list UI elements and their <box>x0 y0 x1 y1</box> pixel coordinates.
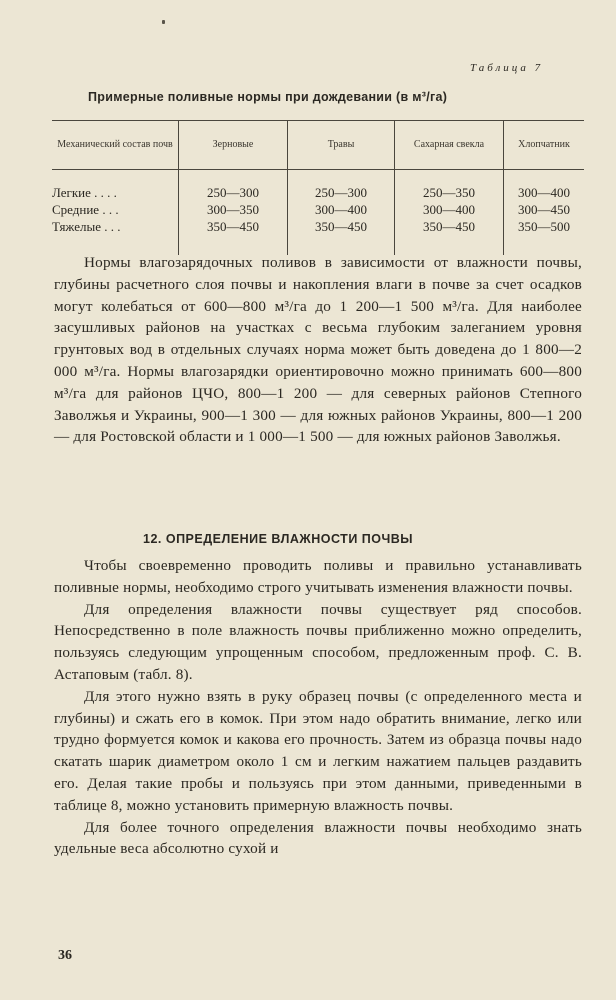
table-title: Примерные поливные нормы при дождевании (в м³/га) <box>88 90 448 104</box>
irrigation-norms-table <box>52 120 584 255</box>
header-soil-type: Механический состав почв <box>52 121 179 170</box>
ink-dot <box>162 20 165 24</box>
table-cell: 350—450 <box>288 218 395 255</box>
table-row <box>52 201 584 218</box>
table-cell: 250—300 <box>288 170 395 202</box>
page-number: 36 <box>58 948 72 963</box>
table-cell: Тяжелые . . . <box>52 219 121 234</box>
header-sugar-beet: Сахарная свекла <box>395 121 504 170</box>
header-grass: Травы <box>288 121 395 170</box>
table-cell: 350—500 <box>504 218 585 255</box>
paragraph: Для более точного определения влажности почвы необходимо знать удельные веса абсолютно сухой и <box>54 818 582 858</box>
table-row <box>52 218 584 255</box>
section-body <box>54 555 582 860</box>
table-cell: 350—450 <box>395 218 504 255</box>
paragraph: Нормы влагозарядочных поливов в зависимости от влажности почвы, глубины расчетного слоя почвы и накопления влаги в почве за счет осадков могут колебаться от 600—800 м³/га до 1 200—1 500 м³/га. Для наиболее засушливых районов на участках с весьма глубоким залеганием уровня грунтовых вод в отдельных случаях норма может быть доведена до 1 800—2 000 м³/га. Нормы влагозарядки ориентировочно можно принимать 600—800 м³/га для районов ЦЧО, 800—1 200 — для северных районов Степного Заволжья и Украины, 900—1 300 — для южных районов Украины, 800—1 200 — для Ростовской области и 1 000—1 500 — для южных районов Заволжья. <box>54 254 582 446</box>
table-cell: 250—350 <box>395 170 504 202</box>
table-header-row <box>52 121 584 170</box>
table-cell: 300—400 <box>288 201 395 218</box>
header-cotton: Хлопчатник <box>504 121 585 170</box>
table-cell: Легкие . . . . <box>52 185 117 200</box>
table-row <box>52 170 584 202</box>
table-cell: 250—300 <box>179 170 288 202</box>
paragraph: Для этого нужно взять в руку образец почвы (с определенного места и глубины) и сжать его в комок. При этом надо обратить внимание, легко или трудно формуется комок и какова его прочность. Затем из образца почвы надо скатать шарик диаметром около 1 см и легким нажатием пальцев раздавить его. Делая такие пробы и пользуясь при этом данными, приведенными в таблице 8, можно установить примерную влажность почвы. <box>54 687 582 814</box>
paragraph: Для определения влажности почвы существует ряд способов. Непосредственно в поле влажность почвы приближенно можно определить, пользуясь следующим упрощенным способом, предложенным проф. С. В. Астаповым (табл. 8). <box>54 600 582 683</box>
paragraph-irrigation-norms <box>54 252 582 448</box>
table-cell: 300—400 <box>395 201 504 218</box>
paragraph: Чтобы своевременно проводить поливы и правильно устанавливать поливные нормы, необходимо строго учитывать изменения влажности почвы. <box>54 557 582 596</box>
table-cell: 300—400 <box>504 170 585 202</box>
table-cell: 350—450 <box>179 218 288 255</box>
table-cell: 300—350 <box>179 201 288 218</box>
table-cell: 300—450 <box>504 201 585 218</box>
section-heading: 12. ОПРЕДЕЛЕНИЕ ВЛАЖНОСТИ ПОЧВЫ <box>143 532 414 546</box>
table-cell: Средние . . . <box>52 202 119 217</box>
table-label: Таблица 7 <box>470 62 544 74</box>
header-grain: Зерновые <box>179 121 288 170</box>
